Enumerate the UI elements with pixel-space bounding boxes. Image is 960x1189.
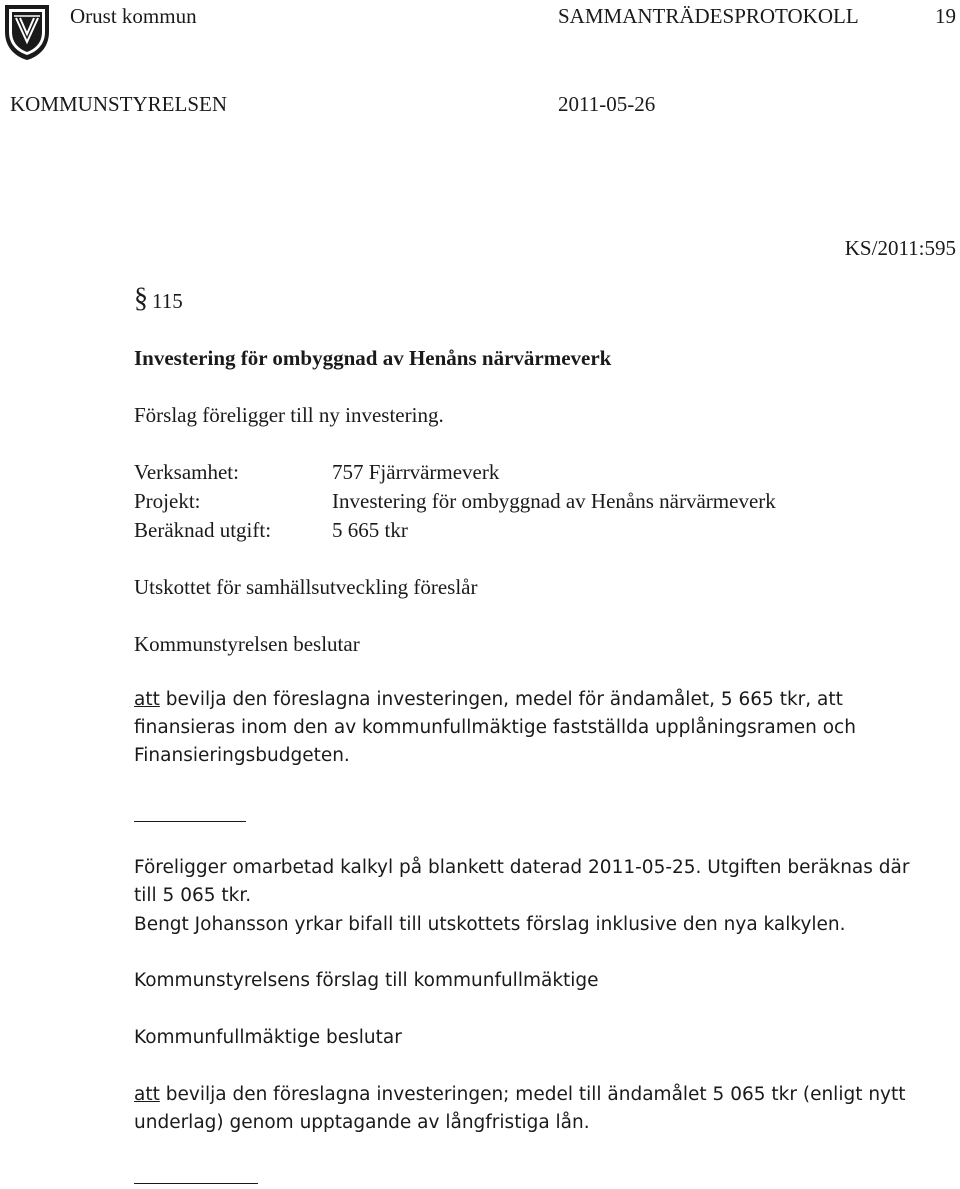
municipality-name: Orust kommun [70, 4, 197, 28]
detail-label: Verksamhet: [134, 460, 239, 484]
board-proposal-heading: Kommunstyrelsens förslag till kommunfullmäktige [134, 970, 599, 991]
page-number: 19 [935, 4, 956, 28]
note-line-2: till 5 065 tkr. [134, 885, 252, 906]
detail-label: Beräknad utgift: [134, 518, 272, 542]
note-line-1: Föreligger omarbetad kalkyl på blankett daterad 2011-05-25. Utgiften beräknas där [134, 857, 910, 878]
detail-value: Investering för ombyggnad av Henåns närvärmeverk [332, 489, 776, 513]
governing-body: KOMMUNSTYRELSEN [10, 92, 228, 116]
intro-text: Förslag föreligger till ny investering. [134, 403, 444, 427]
separator-rule [134, 1183, 258, 1184]
note-line-3: Bengt Johansson yrkar bifall till utskottets förslag inklusive den nya kalkylen. [134, 914, 846, 935]
case-title: Investering för ombyggnad av Henåns närvärmeverk [134, 346, 612, 370]
decision-1-line-1: att bevilja den föreslagna investeringen, medel för ändamålet, 5 665 tkr, att [134, 689, 843, 710]
separator-rule [134, 821, 246, 822]
municipality-coat-of-arms-icon [2, 2, 52, 62]
committee-proposal-heading: Utskottet för samhällsutveckling föreslår [134, 575, 478, 599]
meeting-date: 2011-05-26 [558, 92, 656, 116]
decision-1-line-2: finansieras inom den av kommunfullmäktige fastställda upplåningsramen och [134, 717, 856, 738]
case-number: KS/2011:595 [844, 236, 956, 260]
detail-label: Projekt: [134, 489, 201, 513]
detail-value: 757 Fjärrvärmeverk [332, 460, 500, 484]
att-keyword: att [134, 1084, 160, 1105]
council-decision-heading: Kommunfullmäktige beslutar [134, 1027, 402, 1048]
detail-value: 5 665 tkr [332, 518, 408, 542]
section-sign: § [134, 283, 148, 314]
decision-2-line-1: att bevilja den föreslagna investeringen; medel till ändamålet 5 065 tkr (enligt nytt [134, 1084, 906, 1105]
decision-1-line-3: Finansieringsbudgeten. [134, 745, 350, 766]
board-decision-heading: Kommunstyrelsen beslutar [134, 632, 360, 656]
att-keyword: att [134, 689, 160, 710]
paragraph-number: 115 [152, 289, 183, 313]
document-type: SAMMANTRÄDESPROTOKOLL [558, 4, 859, 28]
decision-2-line-2: underlag) genom upptagande av långfristiga lån. [134, 1112, 590, 1133]
